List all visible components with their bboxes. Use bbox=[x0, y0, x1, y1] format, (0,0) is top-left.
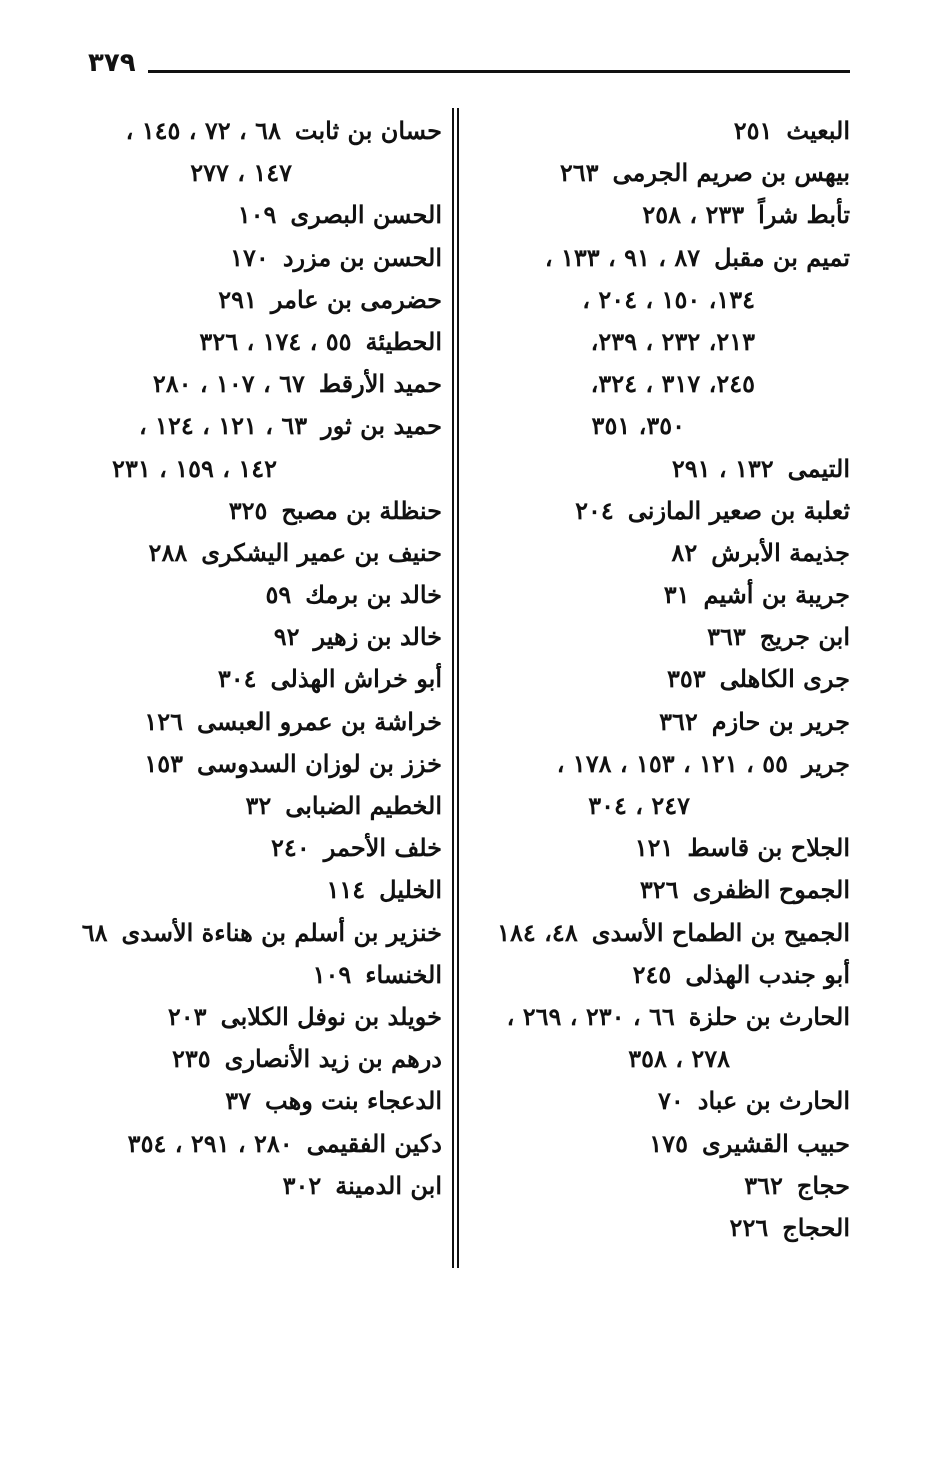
index-entry: حسان بن ثابت٦٨ ، ٧٢ ، ١٤٥ ، bbox=[125, 116, 442, 145]
index-entry: حجاج٣٦٢ bbox=[744, 1170, 850, 1200]
index-entry-continuation: ٣٥٠، ٣٥١ bbox=[591, 411, 685, 441]
index-column-left bbox=[50, 110, 442, 1207]
index-entry: الحسن البصرى١٠٩ bbox=[237, 200, 442, 230]
index-entry: دكين الفقيمى٢٨٠ ، ٢٩١ ، ٣٥٤ bbox=[127, 1128, 442, 1158]
index-entry: خويلد بن نوفل الكلابى٢٠٣ bbox=[167, 1001, 442, 1031]
index-entry: خالد بن برمك٥٩ bbox=[265, 580, 442, 610]
index-entry: حبيب القشيرى١٧٥ bbox=[649, 1128, 850, 1158]
index-entry: أبو خراش الهذلى٣٠٤ bbox=[217, 664, 442, 694]
index-entry-continuation: ٢١٣، ٢٣٢ ، ٢٣٩، bbox=[590, 326, 755, 356]
index-entry: خنزير بن أسلم بن هناءة الأسدى٦٨ bbox=[81, 917, 442, 947]
index-column-right bbox=[470, 110, 850, 1249]
index-entry-continuation: ٢٤٥، ٣١٧ ، ٣٢٤، bbox=[590, 369, 755, 399]
index-entry: الحارث بن عباد٧٠ bbox=[658, 1086, 850, 1116]
index-entry: الخطيم الضبابى٣٢ bbox=[245, 791, 442, 820]
index-entry: خلف الأحمر٢٤٠ bbox=[271, 833, 442, 863]
index-entry: خراشة بن عمرو العبسى١٢٦ bbox=[144, 706, 442, 736]
column-divider bbox=[452, 108, 454, 1268]
index-entry: جريبة بن أشيم٣١ bbox=[663, 580, 850, 610]
index-entry: أبو جندب الهذلى٢٤٥ bbox=[632, 959, 850, 989]
index-entry: الخليل١١٤ bbox=[326, 875, 442, 905]
index-entry-continuation: ٢٧٨ ، ٣٥٨ bbox=[628, 1044, 730, 1074]
index-entry: الدعجاء بنت وهب٣٧ bbox=[225, 1086, 442, 1116]
index-entry: حميد الأرقط٦٧ ، ١٠٧ ، ٢٨٠ bbox=[152, 369, 442, 399]
index-entry: خالد بن زهير٩٢ bbox=[273, 622, 442, 652]
index-entry-continuation: ١٤٧ ، ٢٧٧ bbox=[190, 158, 292, 188]
index-entry-continuation: ١٣٤، ١٥٠ ، ٢٠٤ ، bbox=[582, 284, 755, 314]
index-entry: الحجاج٢٢٦ bbox=[729, 1212, 850, 1242]
index-entry: ابن الدمينة٣٠٢ bbox=[282, 1170, 442, 1200]
index-entry: التيمى١٣٢ ، ٢٩١ bbox=[671, 453, 850, 483]
index-entry: حنظلة بن مصبح٣٢٥ bbox=[228, 495, 442, 525]
index-entry: جرى الكاهلى٣٥٣ bbox=[666, 664, 850, 694]
index-entry: الخنساء١٠٩ bbox=[312, 959, 442, 989]
column-divider bbox=[457, 108, 459, 1268]
index-entry: الحارث بن حلزة٦٦ ، ٢٣٠ ، ٢٦٩ ، bbox=[506, 1001, 850, 1031]
index-entry: تميم بن مقبل٨٧ ، ٩١ ، ١٣٣ ، bbox=[544, 242, 850, 272]
page-header bbox=[78, 48, 850, 88]
index-entry: جرير٥٥ ، ١٢١ ، ١٥٣ ، ١٧٨ ، bbox=[556, 748, 850, 778]
index-entry-continuation: ٢٤٧ ، ٣٠٤ bbox=[588, 791, 690, 820]
index-entry: الجموح الظفرى٣٢٦ bbox=[639, 875, 850, 905]
index-entry: حضرمى بن عامر٢٩١ bbox=[218, 284, 442, 314]
index-entry: جذيمة الأبرش٨٢ bbox=[671, 537, 850, 567]
index-entry: الحطيئة٥٥ ، ١٧٤ ، ٣٢٦ bbox=[199, 326, 442, 356]
index-entry: درهم بن زيد الأنصارى٢٣٥ bbox=[172, 1044, 442, 1074]
index-entry: البعيث٢٥١ bbox=[733, 116, 850, 145]
index-entry-continuation: ١٤٢ ، ١٥٩ ، ٢٣١ bbox=[112, 453, 277, 483]
index-entry: حميد بن ثور٦٣ ، ١٢١ ، ١٢٤ ، bbox=[138, 411, 442, 441]
index-entry: تأبط شراً٢٣٣ ، ٢٥٨ bbox=[642, 200, 850, 230]
index-entry: خزز بن لوزان السدوسى١٥٣ bbox=[144, 748, 442, 778]
index-entry: الجلاح بن قاسط١٢١ bbox=[634, 833, 850, 863]
index-entry: بيهس بن صريم الجرمى٢٦٣ bbox=[559, 158, 850, 188]
index-entry: ثعلبة بن صعير المازنى٢٠٤ bbox=[575, 495, 850, 525]
page-number: ٣٧٩ bbox=[88, 48, 136, 78]
index-entry: حنيف بن عمير اليشكرى٢٨٨ bbox=[148, 537, 442, 567]
header-rule bbox=[148, 70, 850, 73]
index-entry: جرير بن حازم٣٦٢ bbox=[659, 706, 850, 736]
index-entry: ابن جريج٣٦٣ bbox=[707, 622, 850, 652]
index-entry: الحسن بن مزرد١٧٠ bbox=[230, 242, 442, 272]
index-entry: الجميح بن الطماح الأسدى٤٨، ١٨٤ bbox=[497, 917, 850, 947]
